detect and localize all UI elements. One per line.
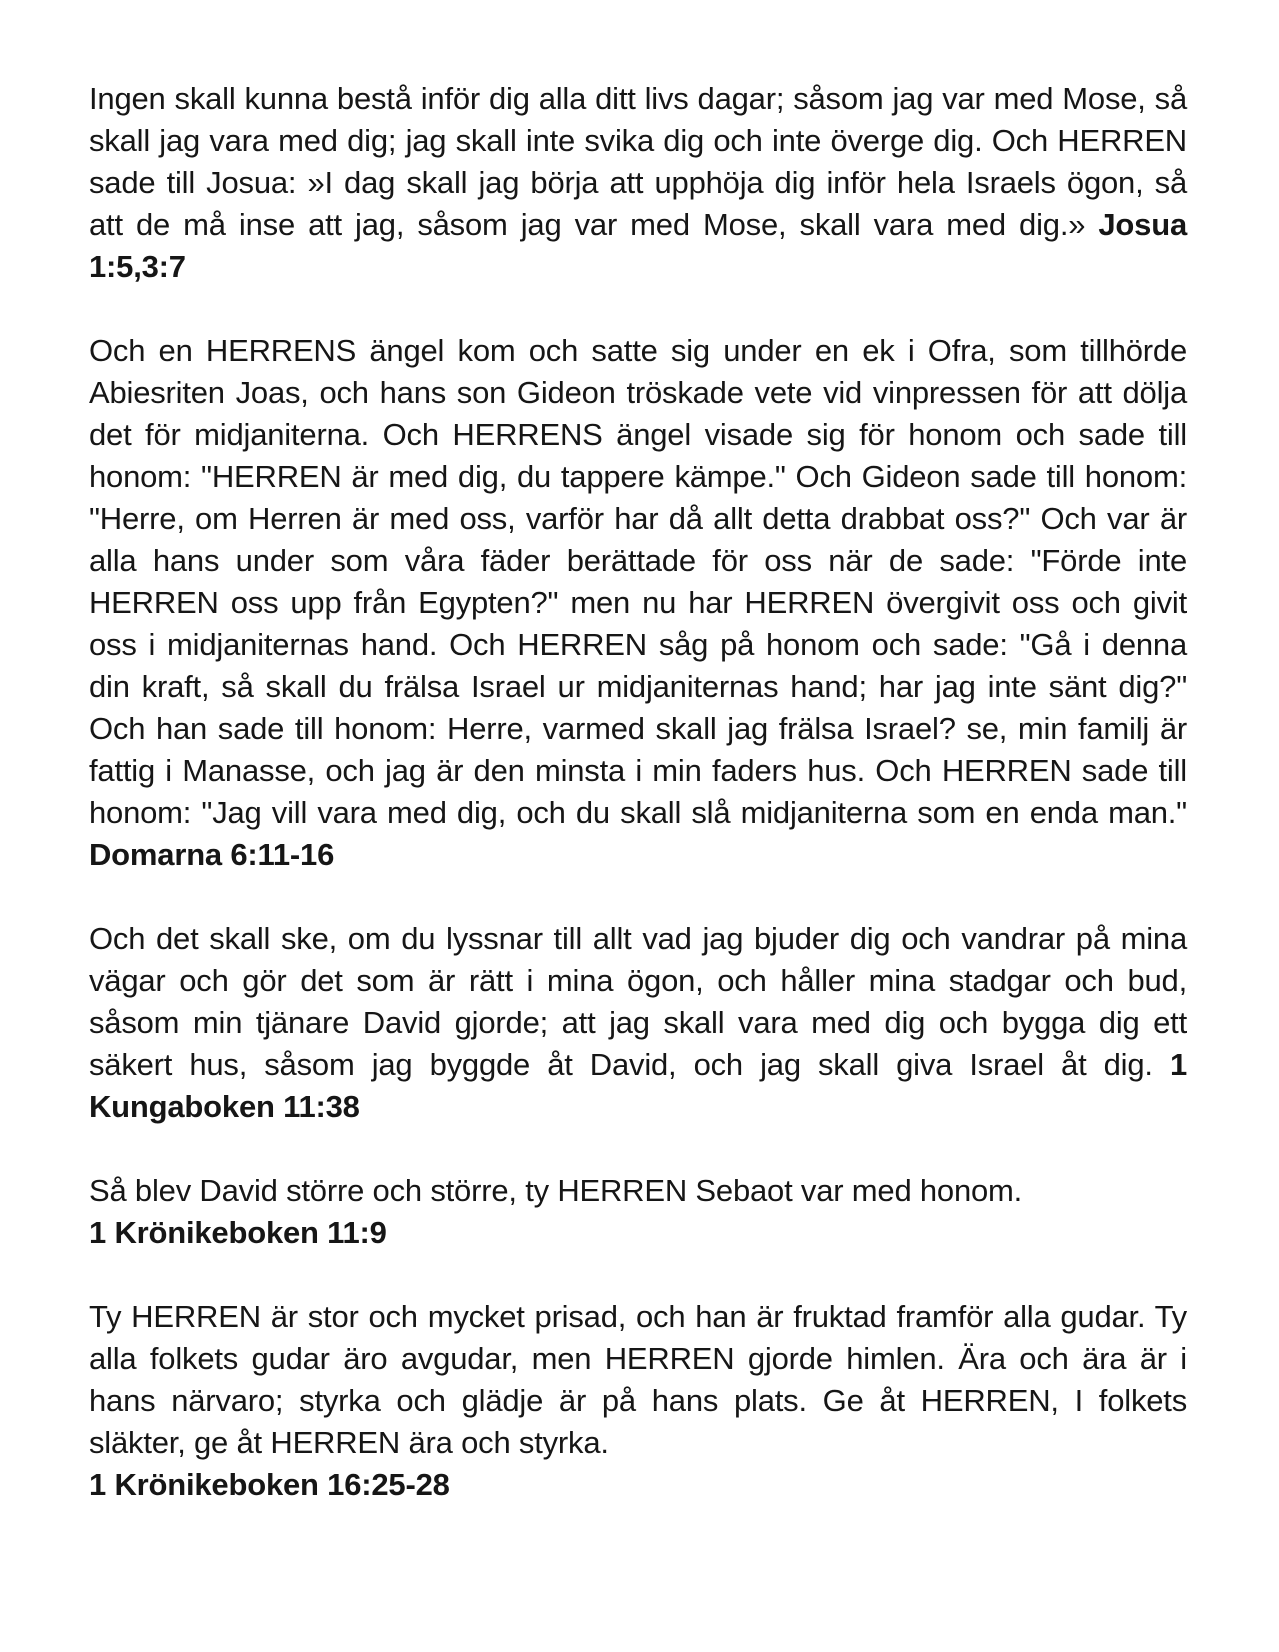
passage-text: Ingen skall kunna bestå inför dig alla ditt livs dagar; såsom jag var med Mose, så skall jag vara med dig; jag skall inte svika dig och inte överge dig. Och HERREN sade till Josua: »I dag skall jag börja att upphöja dig inför hela Israels ögon, så att de må inse att jag, såsom jag var med Mose, skall vara med dig.» [89, 81, 1187, 242]
passage-1-kronikeboken-11 [89, 1170, 1187, 1254]
bible-reference: 1 Kungaboken 11:38 [89, 1047, 1187, 1124]
bible-reference: Domarna 6:11-16 [89, 837, 335, 872]
passage-1-kronikeboken-16 [89, 1296, 1187, 1506]
passage-text: Ty HERREN är stor och mycket prisad, och han är fruktad framför alla gudar. Ty alla folkets gudar äro avgudar, men HERREN gjorde himlen. Ära och ära är i hans närvaro; styrka och glädje är på hans plats. Ge åt HERREN, I folkets släkter, ge åt HERREN ära och styrka. [89, 1299, 1187, 1460]
passage-1-kungaboken [89, 918, 1187, 1128]
passage-text: Och en HERRENS ängel kom och satte sig under en ek i Ofra, som tillhörde Abiesriten Joas, och hans son Gideon tröskade vete vid vinpressen för att dölja det för midjaniterna. Och HERRENS ängel visade sig för honom och sade till honom: "HERREN är med dig, du tappere kämpe." Och Gideon sade till honom: "Herre, om Herren är med oss, varför har då allt detta drabbat oss?" Och var är alla hans under som våra fäder berättade för oss när de sade: "Förde inte HERREN oss upp från Egypten?" men nu har HERREN övergivit oss och givit oss i midjaniternas hand. Och HERREN såg på honom och sade: "Gå i denna din kraft, så skall du frälsa Israel ur midjaniternas hand; har jag inte sänt dig?" Och han sade till honom: Herre, varmed skall jag frälsa Israel? se, min familj är fattig i Manasse, och jag är den minsta i min faders hus. Och HERREN sade till honom: "Jag vill vara med dig, och du skall slå midjaniterna som en enda man." [89, 333, 1187, 830]
passage-text: Och det skall ske, om du lyssnar till allt vad jag bjuder dig och vandrar på mina vägar och gör det som är rätt i mina ögon, och håller mina stadgar och bud, såsom min tjänare David gjorde; att jag skall vara med dig och bygga dig ett säkert hus, såsom jag byggde åt David, och jag skall giva Israel åt dig. [89, 921, 1187, 1082]
passage-josua [89, 78, 1187, 288]
passage-domarna [89, 330, 1187, 876]
bible-reference: 1 Krönikeboken 11:9 [89, 1215, 387, 1250]
bible-reference: Josua 1:5,3:7 [89, 207, 1187, 284]
passage-text: Så blev David större och större, ty HERREN Sebaot var med honom. [89, 1173, 1023, 1208]
document-page [89, 78, 1187, 1548]
bible-reference: 1 Krönikeboken 16:25-28 [89, 1467, 450, 1502]
